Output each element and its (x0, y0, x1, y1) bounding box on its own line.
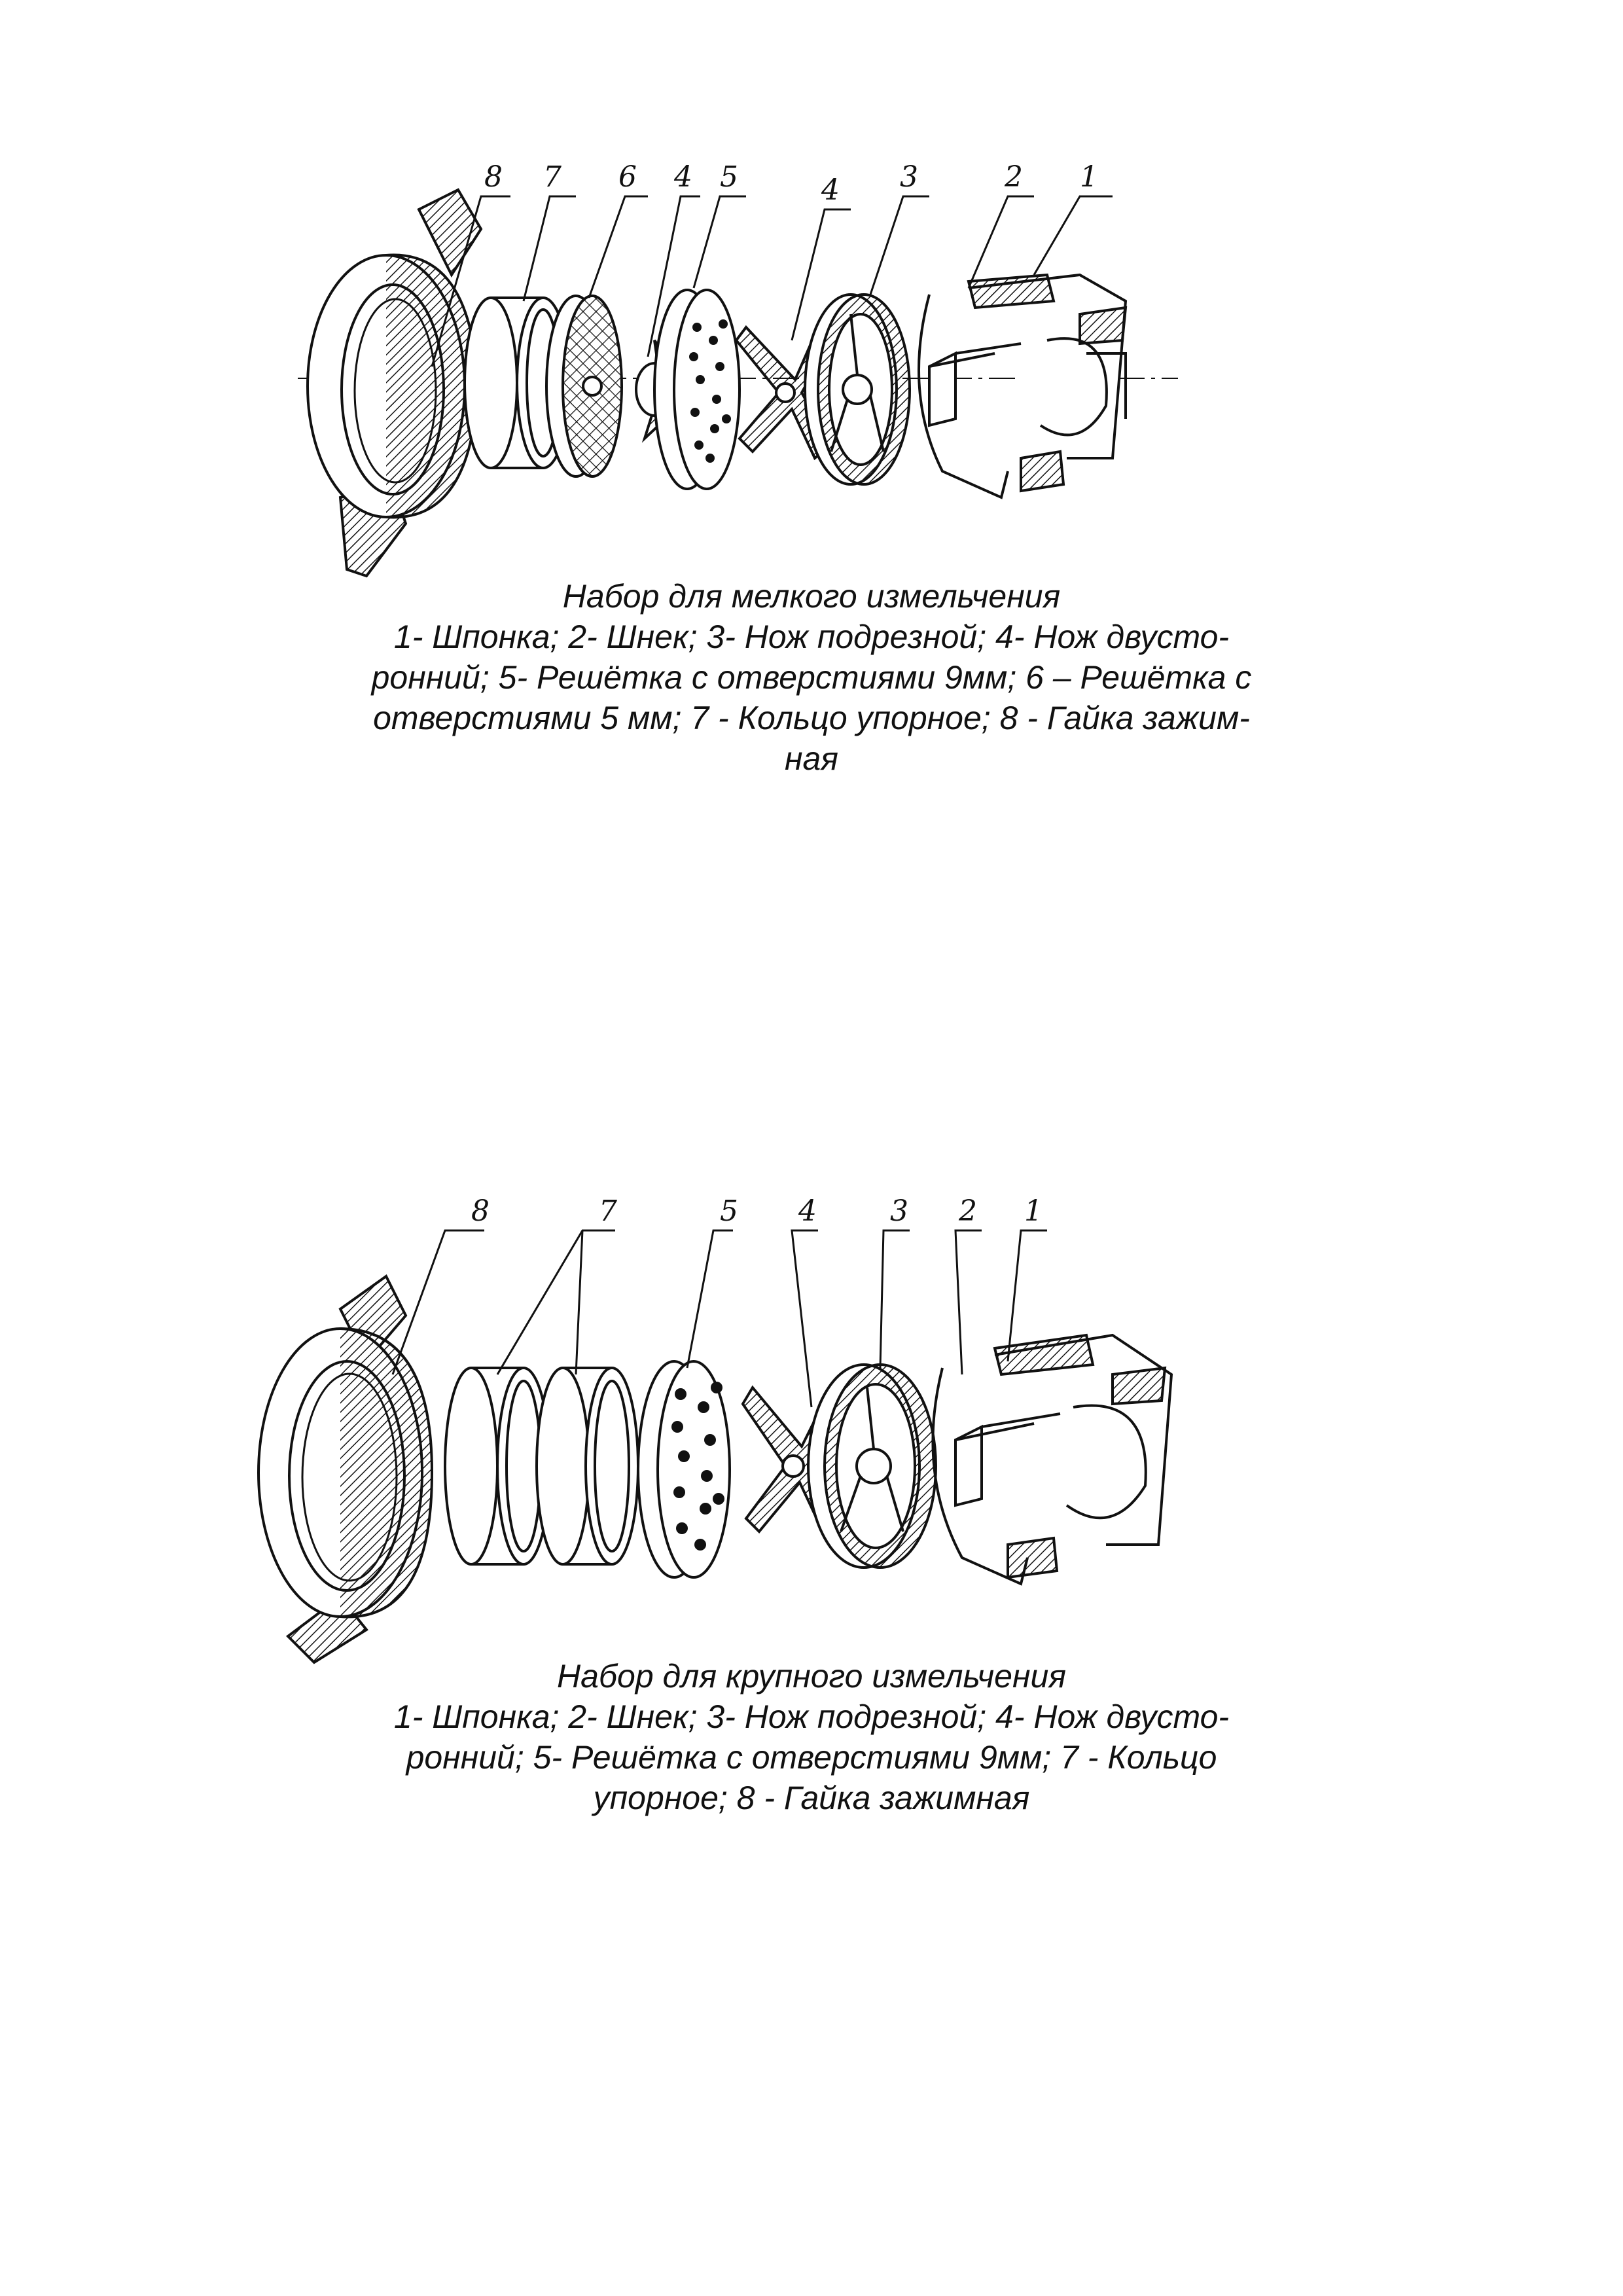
caption-line: 1- Шпонка; 2- Шнек; 3- Нож подрезной; 4- Нож двусто- (393, 619, 1230, 655)
callout-8: 8 (471, 1194, 490, 1228)
callout-5: 5 (720, 160, 738, 194)
part-1-key (929, 344, 1021, 425)
callout-3: 3 (890, 1194, 908, 1228)
caption-title: Набор для мелкого измельчения (562, 578, 1061, 615)
callout-6: 6 (618, 160, 637, 194)
caption-line: ная (784, 740, 839, 777)
callout-8: 8 (484, 160, 503, 194)
caption-line: отверстиями 5 мм; 7 - Кольцо упорное; 8 - Гайка зажим- (373, 700, 1250, 736)
part-8-clamping-nut (259, 1276, 432, 1662)
callout-2: 2 (959, 1194, 977, 1228)
part-3-cutting-knife (805, 295, 910, 484)
callout-1: 1 (1024, 1194, 1043, 1228)
part-6-grid-5mm (546, 296, 622, 476)
caption-coarse-set (0, 1656, 1623, 1818)
part-5-grid-9mm (654, 290, 740, 489)
part-7-thrust-ring-b (537, 1368, 638, 1564)
callout-4-second: 4 (821, 173, 840, 207)
caption-line: ронний; 5- Решётка с отверстиями 9мм; 7 - Кольцо (406, 1739, 1217, 1776)
part-3-cutting-knife (808, 1365, 936, 1568)
callout-1: 1 (1080, 160, 1098, 194)
caption-line: 1- Шпонка; 2- Шнек; 3- Нож подрезной; 4- Нож двусто- (393, 1698, 1230, 1735)
caption-line: упорное; 8 - Гайка зажимная (593, 1780, 1030, 1816)
part-8-clamping-nut (308, 190, 481, 576)
callout-7: 7 (599, 1194, 617, 1228)
callout-4: 4 (674, 160, 692, 194)
caption-line: ронний; 5- Решётка с отверстиями 9мм; 6 – Решётка с (371, 659, 1252, 696)
callout-3: 3 (900, 160, 918, 194)
caption-fine-set (0, 576, 1623, 779)
caption-title: Набор для крупного измельчения (556, 1658, 1067, 1695)
callout-7: 7 (543, 160, 562, 194)
part-7-thrust-ring-a (445, 1368, 550, 1564)
callout-4: 4 (798, 1194, 817, 1228)
callout-numbers-coarse (471, 1194, 1043, 1228)
callout-5: 5 (720, 1194, 738, 1228)
callout-2: 2 (1005, 160, 1023, 194)
callout-leaders-coarse (393, 1230, 1047, 1407)
